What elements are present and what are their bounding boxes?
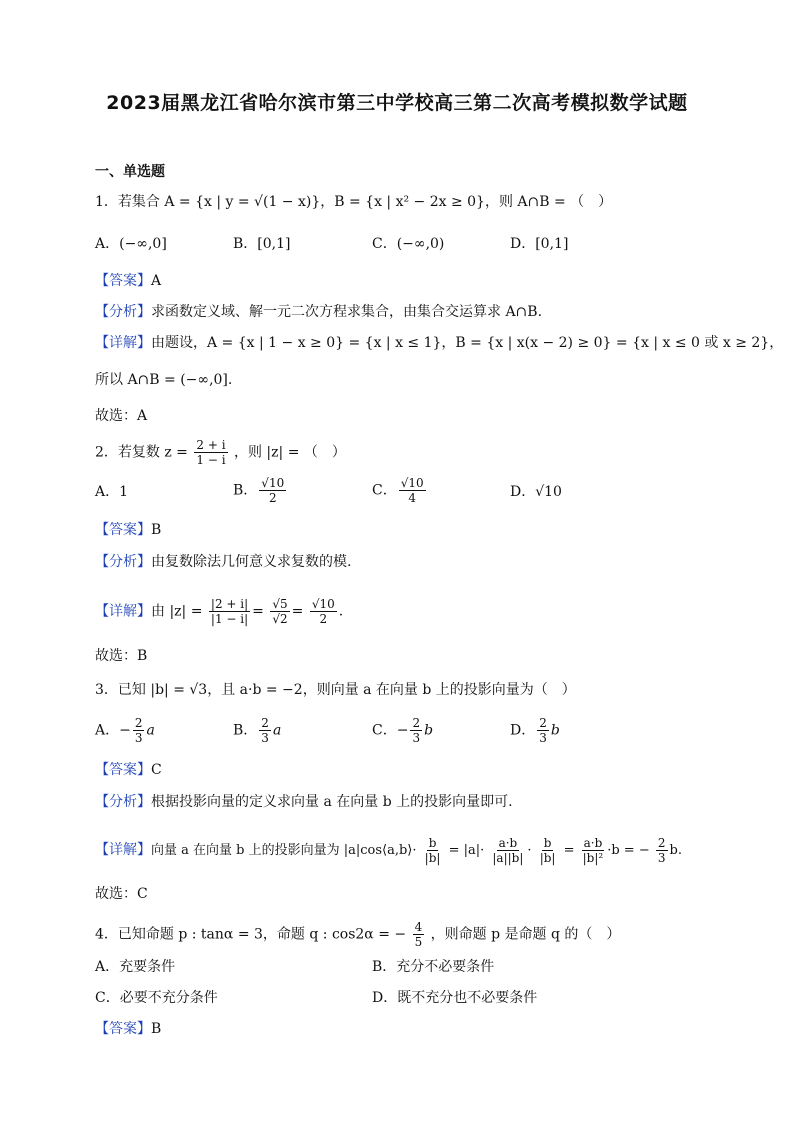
q2-stem [95, 438, 346, 467]
detail-tag: 【详解】 [95, 842, 151, 858]
answer-tag: 【答案】 [95, 522, 151, 538]
q3-detail-end: b. [669, 843, 682, 858]
q1-option-c: C．(−∞,0) [372, 236, 445, 252]
q3-detail-fraction-2 [490, 836, 525, 865]
q4-option-c: C．必要不充分条件 [95, 990, 218, 1006]
q2-stem-numerator: 2 + i [196, 438, 226, 452]
q2-detail-fraction-2 [270, 597, 289, 626]
q3-d3-num: b [543, 836, 552, 850]
q2-detail-f2-den: √2 [272, 612, 288, 626]
q1-detail-2: 所以 A∩B = (−∞,0]. [95, 372, 233, 388]
q3-choose: 故选：C [95, 886, 148, 902]
q2-option-a: A．1 [95, 484, 129, 500]
q3-detail-mid-4: ·b = − [607, 843, 650, 858]
q3-option-a-num: 2 [134, 716, 143, 730]
q4-option-a: A．充要条件 [95, 959, 176, 975]
q2-detail: 【详解】由 |z| = $\frac{|2 + i|}{|1 - i|}$ = $\frac{√5}{√2}$ = $\frac{√10}{2}$ . [95, 597, 344, 626]
q2-stem-pre: 2．若复数 z = [95, 444, 188, 461]
analysis-tag: 【分析】 [95, 304, 151, 320]
q1-analysis-text: 求函数定义域、解一元二次方程求集合，由集合交运算求 A∩B. [151, 304, 543, 320]
q3-option-d-fraction [537, 716, 549, 745]
q2-stem-post: ，则 |z| = （ ） [233, 444, 346, 461]
q2-detail-f2-num: √5 [272, 597, 288, 611]
q3-option-b-pre: B． [233, 722, 258, 739]
q3-option-b-post: a [272, 722, 282, 739]
q2-detail-pre: 由 |z| = [151, 603, 203, 620]
q2-analysis [95, 552, 351, 572]
q1-detail [95, 333, 783, 353]
q3-option-a-pre: A．− [95, 722, 131, 739]
q3-detail-pre: 向量 a 在向量 b 上的投影向量为 |a|cos⟨a,b⟩· [151, 843, 417, 858]
q4-stem [95, 920, 620, 949]
q3-detail [95, 836, 682, 865]
q2-option-c [372, 476, 428, 505]
q3-detail-fraction-3 [538, 836, 558, 865]
q2-stem-fraction [194, 438, 227, 467]
q4-stem-fraction [413, 920, 425, 949]
q3-detail-mid-2: · [527, 843, 532, 858]
q4-stem-num: 4 [414, 920, 423, 934]
answer-tag: 【答案】 [95, 1021, 151, 1037]
analysis-tag: 【分析】 [95, 794, 151, 810]
q2-option-c-fraction [399, 476, 426, 505]
q3-option-b [233, 716, 281, 745]
q4-stem-post: ，则命题 p 是命题 q 的（ ） [430, 926, 621, 943]
q3-d2-den: |a||b| [492, 851, 524, 865]
section-heading: 一、单选题 [95, 164, 165, 180]
q3-detail-mid-1: = |a|· [444, 843, 485, 858]
q3-answer [95, 760, 162, 780]
q3-detail-fraction-4 [581, 836, 606, 865]
detail-tag: 【详解】 [95, 335, 151, 351]
q2-stem-denominator: 1 − i [196, 453, 226, 467]
q3-detail-mid-3: = [559, 843, 575, 858]
q3-option-c-num: 2 [412, 716, 421, 730]
q3-option-d-den: 3 [539, 731, 547, 745]
q3-option-a-post: a [146, 722, 155, 739]
q2-option-b-den: 2 [268, 491, 277, 505]
q3-analysis [95, 792, 513, 812]
q3-option-c-den: 3 [412, 731, 421, 745]
q3-option-c [372, 716, 433, 745]
q3-d2-num: a·b [498, 836, 518, 850]
answer-tag: 【答案】 [95, 273, 151, 289]
detail-tag: 【详解】 [95, 603, 151, 620]
q2-option-c-num: √10 [400, 476, 424, 490]
q2-detail-fraction-1 [209, 597, 250, 626]
q3-d5-num: 2 [657, 836, 666, 850]
q3-d3-den: |b| [539, 851, 556, 865]
q3-detail-fraction-5 [656, 836, 668, 865]
q3-d1-den: |b| [424, 851, 441, 865]
q4-stem-pre: 4．已知命题 p : tanα = 3，命题 q : cos2α = − [95, 926, 407, 943]
q3-option-a-den: 3 [134, 731, 143, 745]
q3-option-c-pre: C．− [372, 722, 409, 739]
q1-answer-value: A [151, 273, 162, 289]
answer-tag: 【答案】 [95, 762, 151, 778]
q2-choose: 故选：B [95, 648, 148, 664]
q2-detail-f1-den: |1 − i| [210, 612, 249, 626]
q2-detail-fraction-3 [310, 597, 337, 626]
q2-option-d: D．√10 [510, 484, 562, 500]
q1-choose: 故选：A [95, 408, 148, 424]
q4-option-b: B．充分不必要条件 [372, 959, 495, 975]
q1-detail-text: 由题设，A = {x | 1 − x ≥ 0} = {x | x ≤ 1}，B = {x | x(x − 2) ≥ 0} = {x | x ≤ 0 或 x ≥ 2}， [151, 335, 784, 351]
q1-analysis [95, 302, 542, 322]
q3-d5-den: 3 [657, 851, 666, 865]
q1-option-a: A．(−∞,0] [95, 236, 167, 252]
q2-option-b-num: √10 [261, 476, 285, 490]
q2-option-c-label: C． [372, 482, 397, 499]
q2-option-b-fraction [259, 476, 286, 505]
q3-option-d-post: b [550, 722, 560, 739]
q4-answer [95, 1019, 161, 1039]
q1-answer [95, 271, 161, 291]
q2-answer-value: B [151, 522, 162, 538]
q3-d4-num: a·b [583, 836, 603, 850]
q3-analysis-text: 根据投影向量的定义求向量 a 在向量 b 上的投影向量即可. [151, 794, 513, 810]
q3-option-c-post: b [424, 722, 434, 739]
q3-option-a-fraction [133, 716, 145, 745]
q4-stem-den: 5 [414, 935, 423, 949]
q1-stem: 1．若集合 A = {x | y = √(1 − x)}，B = {x | x² − 2x ≥ 0}，则 A∩B = （ ） [95, 194, 613, 210]
analysis-tag: 【分析】 [95, 554, 151, 570]
q2-detail-f3-den: 2 [319, 612, 328, 626]
q3-detail-fraction-1 [423, 836, 443, 865]
q2-option-b-label: B． [233, 482, 258, 499]
q2-option-c-den: 4 [408, 491, 416, 505]
q3-option-d [510, 716, 560, 745]
q4-answer-value: B [151, 1021, 162, 1037]
q3-d1-num: b [428, 836, 437, 850]
q3-stem: 3．已知 |b| = √3，且 a·b = −2，则向量 a 在向量 b 上的投影向量为（ ） [95, 682, 576, 698]
q4-option-d: D．既不充分也不必要条件 [372, 990, 538, 1006]
q2-analysis-text: 由复数除法几何意义求复数的模. [151, 554, 352, 570]
q3-option-d-pre: D． [510, 722, 536, 739]
q3-option-b-fraction [259, 716, 271, 745]
q3-answer-value: C [151, 762, 162, 778]
q3-option-b-num: 2 [261, 716, 269, 730]
q3-option-b-den: 3 [261, 731, 269, 745]
q1-option-b: B．[0,1] [233, 236, 291, 252]
q2-answer [95, 520, 161, 540]
q3-option-c-fraction [410, 716, 422, 745]
q2-option-b [233, 476, 288, 505]
q2-detail-f3-num: √10 [311, 597, 335, 611]
q1-option-d: D．[0,1] [510, 236, 569, 252]
q3-d4-den: |b|² [582, 851, 604, 865]
q3-option-a [95, 716, 155, 745]
page-title: 2023届黑龙江省哈尔滨市第三中学校高三第二次高考模拟数学试题 [106, 92, 688, 114]
q3-option-d-num: 2 [539, 716, 547, 730]
q2-detail-f1-num: |2 + i| [210, 597, 249, 611]
